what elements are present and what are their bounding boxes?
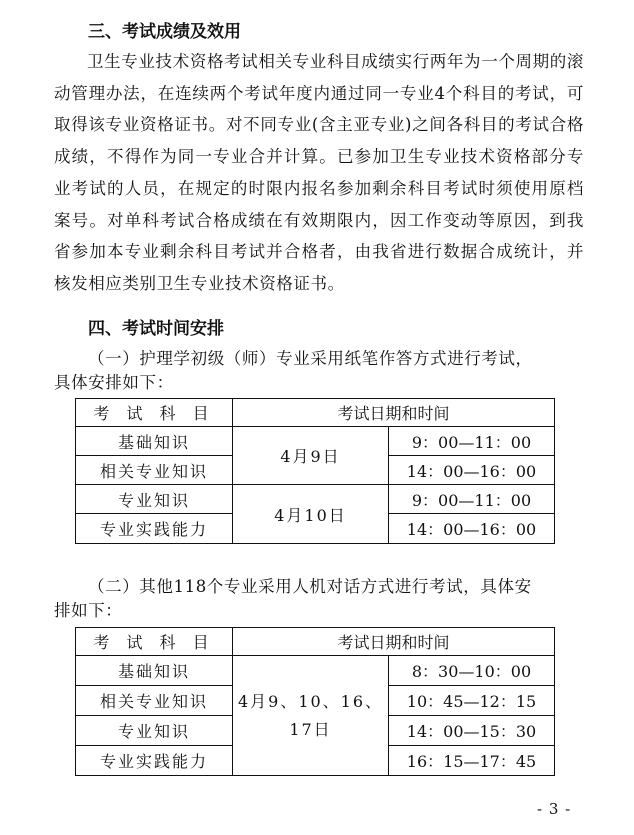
subject-cell: 专业知识 [76,485,233,514]
table-header-row [76,628,555,656]
paper-exam-schedule-table [75,398,555,544]
header-datetime: 考试日期和时间 [233,399,555,427]
subject-cell: 相关专业知识 [76,456,233,485]
subject-cell: 基础知识 [76,656,233,686]
time-cell: 10：45—12：15 [389,686,555,716]
part2-intro-line1: （二）其他118个专业采用人机对话方式进行考试，具体安 [88,577,532,596]
time-cell: 14：00—16：00 [389,456,555,485]
date-line1: 4月9、10、16、 [237,691,384,711]
time-cell: 14：00—16：00 [389,514,555,544]
date-line2: 17日 [289,719,332,739]
subject-cell: 专业知识 [76,716,233,746]
subject-cell: 相关专业知识 [76,686,233,716]
time-cell: 14：00—15：30 [389,716,555,746]
time-cell: 9：00—11：00 [389,427,555,456]
section3-paragraph: 卫生专业技术资格考试相关专业科目成绩实行两年为一个周期的滚动管理办法，在连续两个考试年度内通过同一专业4个科目的考试，可取得该专业资格证书。对不同专业(含主亚专业)之间各科目的考试合格成绩，不得作为同一专业合并计算。已参加卫生专业技术资格部分专业考试的人员，在规定的时限内报名参加剩余科目考试时须使用原档案号。对单科考试合格成绩在有效期限内，因工作变动等原因，到我省参加本专业剩余科目考试并合格者，由我省进行数据合成统计，并核发相应类别卫生专业技术资格证书。 [54,52,584,293]
date-cell: 4月9日 [233,427,389,485]
header-subject: 考 试 科 目 [76,628,233,656]
time-cell: 16：15—17：45 [389,746,555,776]
table-row [76,427,555,456]
table-row [76,656,555,686]
section4-heading: 四、考试时间安排 [88,319,224,339]
table-row [76,485,555,514]
date-cell: 4月10日 [233,485,389,544]
page-number: - 3 - [537,800,572,818]
part1-intro-line1: （一）护理学初级（师）专业采用纸笔作答方式进行考试， [88,349,533,368]
header-datetime: 考试日期和时间 [233,628,555,656]
subject-cell: 基础知识 [76,427,233,456]
subject-cell: 专业实践能力 [76,514,233,544]
section3-heading: 三、考试成绩及效用 [88,22,241,42]
part2-intro-line2: 排如下： [54,601,123,620]
part1-intro-line2: 具体安排如下： [54,373,174,392]
time-cell: 9：00—11：00 [389,485,555,514]
time-cell: 8：30—10：00 [389,656,555,686]
date-cell [233,656,389,776]
header-subject: 考 试 科 目 [76,399,233,427]
subject-cell: 专业实践能力 [76,746,233,776]
table-header-row [76,399,555,427]
computer-exam-schedule-table [75,627,555,776]
